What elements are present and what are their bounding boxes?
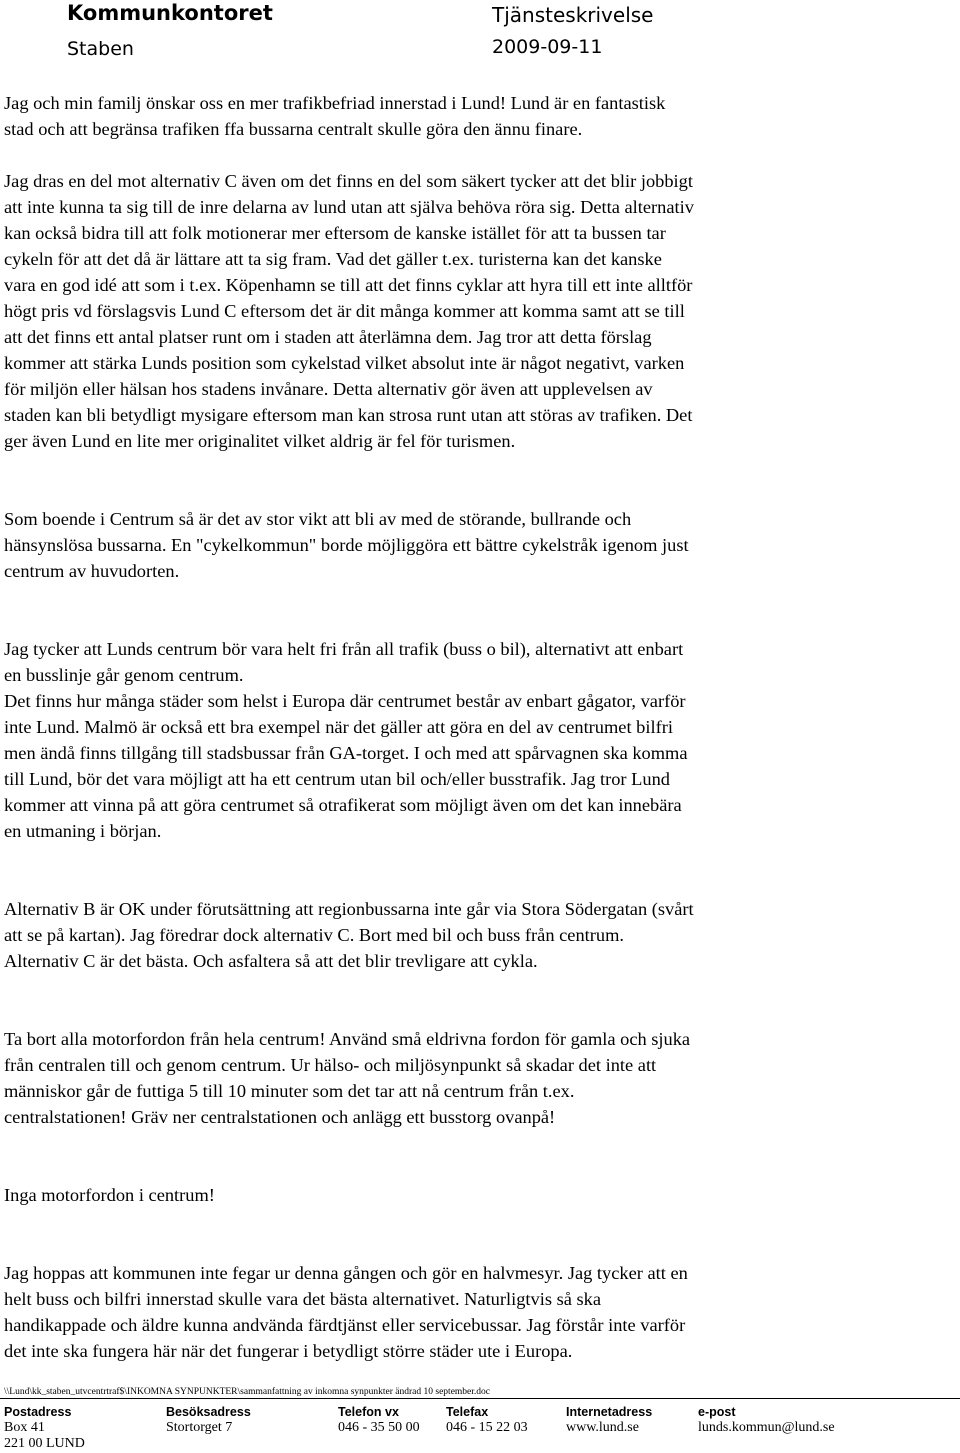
text-line: kommer att stärka Lunds position som cykelstad vilket absolut inte är något negativt, varken [4,353,685,373]
text-line: från centralen till och genom centrum. Ur hälso- och miljösynpunkt så skadar det inte att [4,1055,657,1075]
text-line: kommer att vinna på att göra centrumet så otrafikerat som möjligt även om det kan innebära [4,795,682,815]
text-line: Alternativ B är OK under förutsättning att regionbussarna inte går via Stora Södergatan (svårt [4,899,694,919]
text-line: Jag tycker att Lunds centrum bör vara helt fri från all trafik (buss o bil), alternativt att enbart [4,639,684,659]
text-line: Ta bort alla motorfordon från hela centrum! Använd små eldrivna fordon för gamla och sjuka [4,1029,691,1049]
text-line: vara en god idé att som i t.ex. Köpenhamn se till att det finns cyklar att hyra till ett inte alltför [4,275,693,295]
text-line: centralstationen! Gräv ner centralstationen och anlägg ett busstorg ovanpå! [4,1107,556,1127]
document-type: Tjänsteskrivelse [492,3,654,27]
paragraph-5 [4,896,884,974]
document-body [4,90,884,1364]
paragraph-2 [4,168,884,454]
text-line: att inte kunna ta sig till de inre delarna av lund utan att själva behöva röra sig. Detta alternativ [4,197,694,217]
organization-name: Kommunkontoret [67,1,273,25]
paragraph-4 [4,636,884,844]
text-line: till Lund, bör det vara möjligt att ha ett centrum utan bil och/eller busstrafik. Jag tror Lund [4,769,670,789]
footer-email-link[interactable]: lunds.kommun@lund.se [698,1420,835,1435]
text-line: cykeln för att det då är lättare att ta sig fram. Vad det gäller t.ex. turisterna kan det kanske [4,249,662,269]
document-date: 2009-09-11 [492,36,603,58]
paragraph-8 [4,1260,884,1364]
text-line: högt pris vd förslagsvis Lund C eftersom det är dit många kommer att komma samt att se till [4,301,685,321]
footer-postal [4,1404,85,1452]
footer-phone [338,1404,420,1436]
footer-visit [166,1404,251,1436]
footer-fax-value: 046 - 15 22 03 [446,1420,528,1435]
text-line: Som boende i Centrum så är det av stor vikt att bli av med de störande, bullrande och [4,509,632,529]
text-line: Jag dras en del mot alternativ C även om det finns en del som säkert tycker att det blir jobbigt [4,171,693,191]
text-line: en utmaning i början. [4,821,162,841]
footer-web-label: Internetadress [566,1405,653,1419]
paragraph-1 [4,90,884,142]
text-line: men ändå finns tillgång till stadsbussar från GA-torget. I och med att spårvagnen ska komma [4,743,688,763]
file-path: \\Lund\kk_staben_utvcentrtraf$\INKOMNA SYNPUNKTER\sammanfattning av inkomna synpunkter ändrad 10 september.doc [4,1387,490,1397]
text-line: ger även Lund en lite mer originalitet vilket aldrig är fel för turismen. [4,431,516,451]
text-line: att se på kartan). Jag föredrar dock alternativ C. Bort med bil och buss från centrum. [4,925,624,945]
text-line: en busslinje går genom centrum. [4,665,244,685]
footer-postal-label: Postadress [4,1405,72,1419]
text-line: kan också bidra till att folk motionerar mer eftersom de kanske istället för att ta bussen tar [4,223,666,243]
footer-web-link[interactable]: www.lund.se [566,1420,639,1435]
text-line: det inte ska fungera här när det fungerar i betydligt större städer ute i Europa. [4,1341,573,1361]
text-line: stad och att begränsa trafiken ffa bussarna centralt skulle göra den ännu finare. [4,119,583,139]
footer-visit-label: Besöksadress [166,1405,251,1419]
text-line: handikappade och äldre kunna andvända färdtjänst eller servicebussar. Jag förstår inte varför [4,1315,686,1335]
footer-web [566,1404,652,1436]
text-line: inte Lund. Malmö är också ett bra exempel när det gäller att göra en del av centrumet bilfri [4,717,673,737]
department-name: Staben [67,38,134,60]
text-line: Jag hoppas att kommunen inte fegar ur denna gången och gör en halvmesyr. Jag tycker att en [4,1263,688,1283]
text-line: centrum av huvudorten. [4,561,180,581]
text-line: helt buss och bilfri innerstad skulle vara det bästa alternativet. Naturligtvis så ska [4,1289,602,1309]
footer-postal-line1: Box 41 [4,1420,45,1435]
paragraph-6 [4,1026,884,1130]
footer-email-label: e-post [698,1405,736,1419]
footer-email [698,1404,835,1436]
footer-postal-line2: 221 00 LUND [4,1436,85,1451]
footer-phone-value: 046 - 35 50 00 [338,1420,420,1435]
text-line: Alternativ C är det bästa. Och asfaltera så att det blir trevligare att cykla. [4,951,538,971]
text-line: Jag och min familj önskar oss en mer trafikbefriad innerstad i Lund! Lund är en fantastisk [4,93,666,113]
text-line: Inga motorfordon i centrum! [4,1185,215,1205]
text-line: hänsynslösa bussarna. En "cykelkommun" borde möjliggöra ett bättre cykelstråk igenom just [4,535,689,555]
footer-visit-value: Stortorget 7 [166,1420,233,1435]
paragraph-7 [4,1182,884,1208]
footer-phone-label: Telefon vx [338,1405,399,1419]
text-line: människor går de futtiga 5 till 10 minuter som det tar att nå centrum från t.ex. [4,1081,575,1101]
footer-divider [0,1398,960,1399]
text-line: staden kan bli betydligt mysigare eftersom man kan strosa runt utan att störas av trafiken. Det [4,405,693,425]
text-line: Det finns hur många städer som helst i Europa där centrumet består av enbart gågator, varför [4,691,686,711]
footer-fax-label: Telefax [446,1405,489,1419]
paragraph-3 [4,506,884,584]
text-line: att det finns ett antal platser runt om i staden att återlämna dem. Jag tror att detta förslag [4,327,652,347]
text-line: för miljön eller hälsan hos stadens invånare. Detta alternativ gör även att upplevelsen av [4,379,653,399]
footer-fax [446,1404,528,1436]
